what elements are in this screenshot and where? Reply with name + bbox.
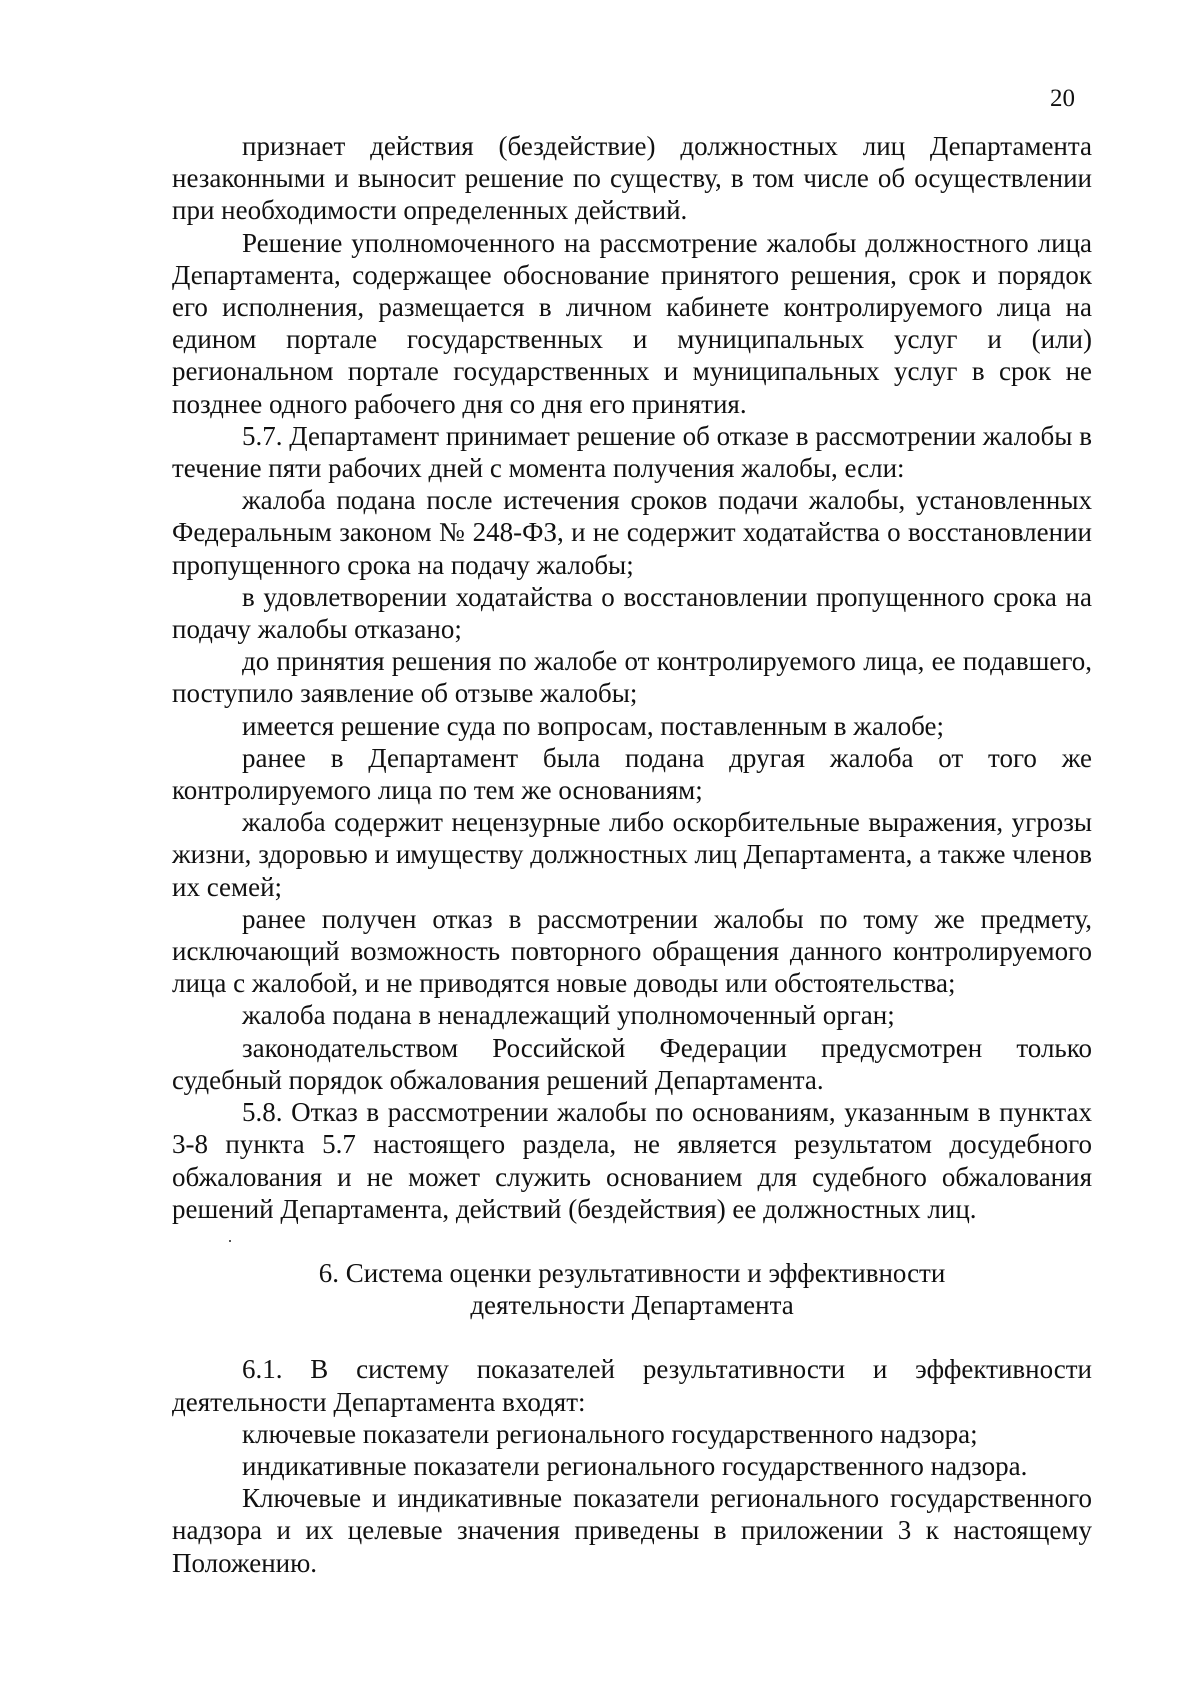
- list-item-wrong-authority: жалоба подана в ненадлежащий уполномоченный орган;: [242, 1000, 895, 1031]
- list-item-key-indicators: ключевые показатели регионального государственного надзора;: [242, 1418, 978, 1449]
- list-item-offensive-content: жалоба содержит нецензурные либо оскорбительные выражения, угрозы жизни, здоровью и имуществу должностных лиц Департамента, а также членов их семей;: [172, 807, 1092, 902]
- list-item-deadline-missed: жалоба подана после истечения сроков подачи жалобы, установленных Федеральным законом № 248-ФЗ, и не содержит ходатайства о восстановлении пропущенного срока на подачу жалобы;: [172, 485, 1092, 580]
- section-heading: [172, 1257, 1092, 1321]
- page-number: 20: [1050, 85, 1075, 112]
- paragraph-6-1: 6.1. В систему показателей результативности и эффективности деятельности Департамента входят:: [172, 1354, 1092, 1417]
- paragraph-continuation: признает действия (бездействие) должностных лиц Департамента незаконными и выносит решение по существу, в том числе об осуществлении при необходимости определенных действий.: [172, 131, 1092, 226]
- section-heading-line-2: деятельности Департамента: [470, 1290, 794, 1321]
- list-item-complaint-withdrawn: до принятия решения по жалобе от контролируемого лица, ее подавшего, поступило заявление об отзыве жалобы;: [172, 646, 1092, 709]
- list-item-indicative-indicators: индикативные показатели регионального государственного надзора.: [242, 1450, 1028, 1481]
- list-item-prior-refusal: ранее получен отказ в рассмотрении жалобы по тому же предмету, исключающий возможность повторного обращения данного контролируемого лица с жалобой, и не приводятся новые доводы или обстоятельства;: [172, 903, 1092, 999]
- paragraph-complaint-decision: Решение уполномоченного на рассмотрение жалобы должностного лица Департамента, содержащее обоснование принятого решения, срок и порядок его исполнения, размещается в личном кабинете контролируемого лица на едином портале государственных и муниципальных услуг и (или) региональном портале государственных и муниципальных услуг в срок не позднее одного рабочего дня со дня его принятия.: [172, 227, 1092, 419]
- list-item-petition-refused: в удовлетворении ходатайства о восстановлении пропущенного срока на подачу жалобы отказано;: [172, 581, 1092, 645]
- list-item-court-decision: имеется решение суда по вопросам, поставленным в жалобе;: [242, 710, 944, 741]
- section-heading-line-1: 6. Система оценки результативности и эффективности: [318, 1257, 946, 1288]
- list-item-judicial-only: законодательством Российской Федерации предусмотрен только судебный порядок обжалования решений Департамента.: [172, 1032, 1092, 1095]
- scan-speck: [229, 1240, 231, 1242]
- document-body: [172, 130, 1092, 1579]
- paragraph-5-7: 5.7. Департамент принимает решение об отказе в рассмотрении жалобы в течение пяти рабочих дней с момента получения жалобы, если:: [172, 420, 1092, 484]
- list-item-duplicate-complaint: ранее в Департамент была подана другая жалоба от того же контролируемого лица по тем же основаниям;: [172, 742, 1092, 806]
- paragraph-indicators-appendix: Ключевые и индикативные показатели регионального государственного надзора и их целевые значения приведены в приложении 3 к настоящему Положению.: [172, 1483, 1092, 1578]
- paragraph-5-8: 5.8. Отказ в рассмотрении жалобы по основаниям, указанным в пунктах 3-8 пункта 5.7 настоящего раздела, не является результатом досудебного обжалования и не может служить основанием для судебного обжалования решений Департамента, действий (бездействия) ее должностных лиц.: [172, 1097, 1092, 1224]
